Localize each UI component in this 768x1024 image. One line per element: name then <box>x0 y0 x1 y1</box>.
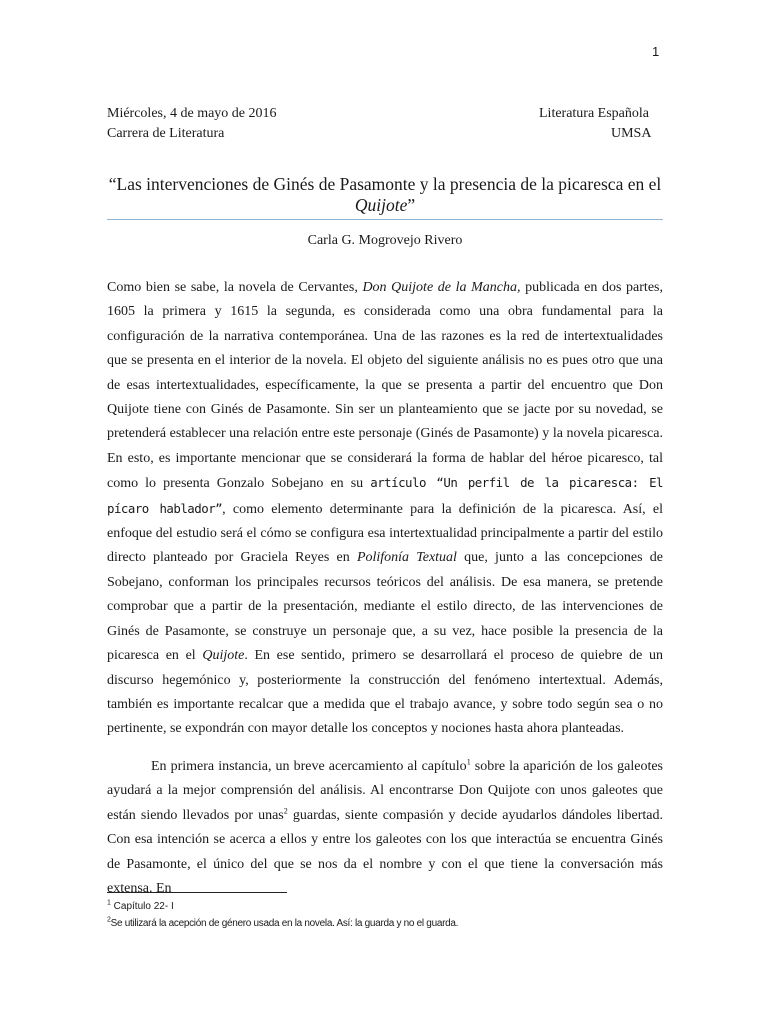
paragraph-1 <box>107 276 663 742</box>
header-university: UMSA <box>611 126 652 141</box>
header-left <box>107 104 277 144</box>
document-title <box>107 174 663 216</box>
header-program: Carrera de Literatura <box>107 126 225 141</box>
p1-italic-quijote: Quijote <box>202 648 245 664</box>
header-date: Miércoles, 4 de mayo de 2016 <box>107 106 277 121</box>
p1-text-3: , como elemento determinante para la definición de la picaresca. Así, el enfoque del estudio será el cómo se configura esa intertextualidad principalmente a partir del estilo directo planteado por Graciela Reyes en <box>107 501 663 566</box>
footnote-divider <box>107 892 287 893</box>
page-number: 1 <box>652 44 660 59</box>
p2-text-2: sobre la aparición de los galeotes ayudará a la mejor comprensión del análisis. Al encontrarse Don Quijote con unos galeotes que están siendo llevados por unas <box>107 759 663 823</box>
footnote-2-text: Se utilizará la acepción de género usada en la novela. Así: la guarda y no el guarda. <box>110 918 459 929</box>
header-course: Literatura Española <box>539 106 650 121</box>
footnote-2-mark: 2 <box>107 916 111 924</box>
footnote-1-text: Capítulo 22- I <box>110 901 174 912</box>
title-italic: Quijote <box>354 195 408 215</box>
author-name: Carla G. Mogrovejo Rivero <box>307 233 463 248</box>
p1-italic-polifonia: Polifonía Textual <box>356 550 457 566</box>
footnote-2 <box>107 917 458 931</box>
p1-text-2: publicada en dos partes, 1605 la primera y 1615 la segunda, es considerada como una obra fundamental para la configuración de la narrativa contemporánea. Una de las razones es la red de intertextualidades que se presenta en el interior de la novela. El objeto del siguiente análisis no es pues otro que una de esas intertextualidades, específicamente, la que se presenta a partir del encuentro que Don Quijote tiene con Ginés de Pasamonte. Sin ser un planteamiento que se jacte por su novedad, se pretenderá establecer una relación entre este personaje (Ginés de Pasamonte) y la novela picaresca. En esto, es importante mencionar que se considerará la forma de hablar del héroe picaresco, tal como lo presenta Gonzalo Sobejano en su <box>107 280 663 492</box>
footnote-ref-1: 1 <box>466 757 471 767</box>
footnote-1-mark: 1 <box>107 899 111 907</box>
paragraph-2 <box>107 755 663 901</box>
p2-text-1: En primera instancia, un breve acercamiento al capítulo <box>151 759 467 774</box>
p1-text-4: que, junto a las concepciones de Sobejano, conforman los principales recursos teóricos del análisis. De esa manera, se pretende comprobar que a partir de la presentación, mediante el estilo directo, de las intervenciones de Ginés de Pasamonte, se construye un personaje que, a su vez, hace posible la presencia de la picaresca en el <box>107 550 663 664</box>
footnote-1 <box>107 900 174 914</box>
title-end: ” <box>407 195 416 215</box>
p1-text-5: . En ese sentido, primero se desarrollará el proceso de quiebre de un discurso hegemónico y, posteriormente la construcción del fenómeno intertextual. Además, también es importante recalcar que a medida que el trabajo avance, y sobre todo según sea o no pertinente, se expondrán con mayor detalle los conceptos y nociones hasta ahora planteadas. <box>107 648 664 737</box>
p1-article-title: artículo “Un perfil de la picaresca: El pícaro hablador” <box>107 475 664 516</box>
p1-italic-novel: Don Quijote de la Mancha, <box>362 280 521 295</box>
p2-text-3: guardas, siente compasión y decide ayudarlos dándoles libertad. Con esa intención se acerca a ellos y entre los galeotes con los que interactúa se encuentra Ginés de Pasamonte, el único del que se nos da el nombre y con el que tiene la conversación más extensa. En <box>107 807 663 897</box>
title-divider <box>107 219 663 220</box>
p1-text-1: Como bien se sabe, la novela de Cervantes, <box>107 280 363 295</box>
header-right <box>539 104 651 144</box>
footnote-ref-2: 2 <box>283 806 288 816</box>
title-main: “Las intervenciones de Ginés de Pasamonte y la presencia de la picaresca en el <box>108 174 662 194</box>
